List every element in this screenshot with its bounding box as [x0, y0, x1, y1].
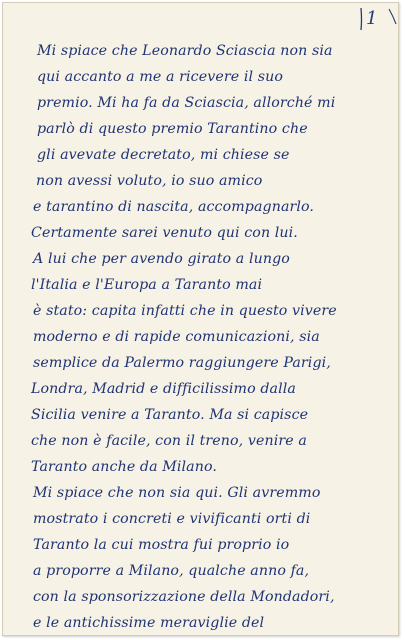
letter-line: non avessi voluto, io suo amico	[36, 173, 263, 189]
letter-line: a proporre a Milano, qualche anno fa,	[33, 563, 310, 579]
letter-line: premio. Mi ha fa da Sciascia, allorché mi	[37, 95, 336, 111]
letter-line: gli avevate decretato, mi chiese se	[37, 147, 290, 163]
letter-line: che non è facile, con il treno, venire a	[31, 433, 307, 449]
letter-line: parlò di questo premio Tarantino che	[37, 121, 308, 137]
letter-line: Sicilia venire a Taranto. Ma si capisce	[31, 407, 309, 423]
letter-line: Londra, Madrid e difficilissimo dalla	[31, 381, 296, 397]
letter-line: semplice da Palermo raggiungere Parigi,	[33, 355, 331, 371]
page-number: 1	[366, 8, 378, 29]
page-number-bracket	[359, 6, 399, 32]
letter-line: con la sponsorizzazione della Mondadori,	[33, 589, 335, 605]
letter-line: mostrato i concreti e vivificanti orti di	[33, 511, 311, 527]
letter-line: qui accanto a me a ricevere il suo	[37, 69, 283, 85]
letter-line: e tarantino di nascita, accompagnarlo.	[33, 199, 315, 215]
letter-line: e le antichissime meraviglie del	[33, 615, 265, 631]
letter-line: Taranto anche da Milano.	[31, 459, 217, 475]
letter-line: l'Italia e l'Europa a Taranto mai	[31, 277, 263, 293]
letter-line: è stato: capita infatti che in questo vivere	[33, 303, 337, 319]
letter-line: Mi spiace che non sia qui. Gli avremmo	[33, 485, 321, 501]
letter-line: Certamente sarei venuto qui con lui.	[31, 225, 298, 241]
letter-line: moderno e di rapide comunicazioni, sia	[33, 329, 320, 345]
handwritten-letter-sheet	[2, 2, 399, 636]
letter-line: Mi spiace che Leonardo Sciascia non sia	[37, 43, 333, 59]
letter-line: Taranto la cui mostra fui proprio io	[33, 537, 290, 553]
letter-line: A lui che per avendo girato a lungo	[33, 251, 290, 267]
